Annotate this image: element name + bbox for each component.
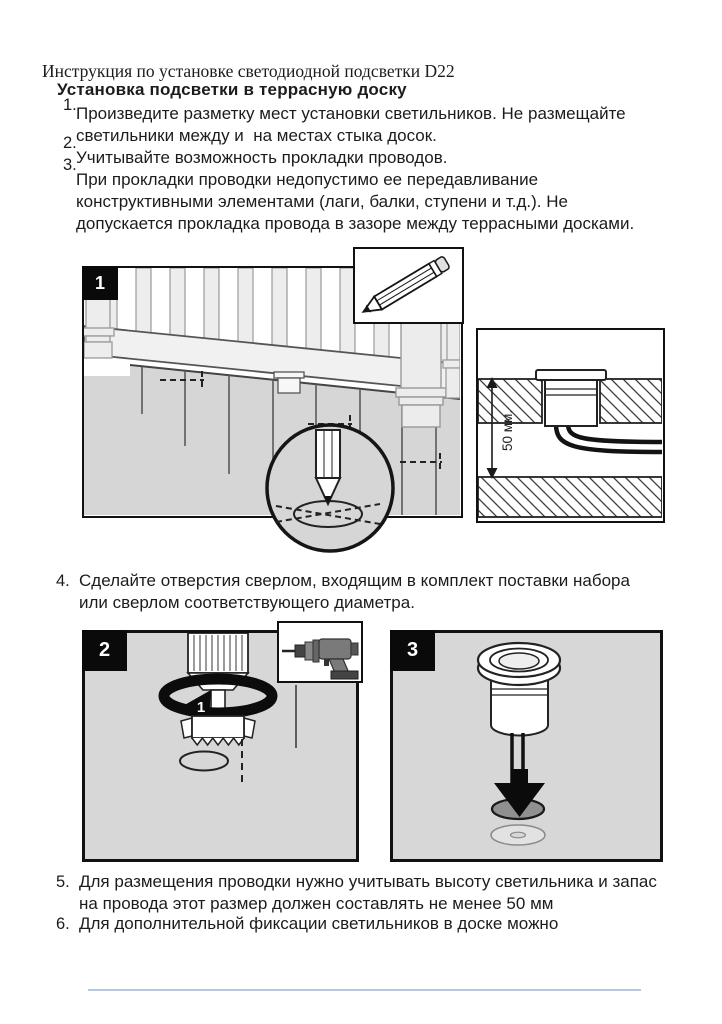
step-number: 5. — [56, 873, 70, 891]
board-cross-section-illustration — [478, 330, 662, 520]
step-number: 4. — [56, 572, 70, 590]
deck-light-icon — [478, 643, 560, 736]
section-heading: Установка подсветки в террасную доску — [57, 80, 407, 99]
step-line: При прокладки проводки недопустимо ее передавливание — [76, 170, 539, 189]
step-number: 1. — [63, 96, 77, 114]
magnifier-circle — [262, 420, 398, 556]
hole-saw-cup — [181, 716, 255, 745]
step-line: или сверлом соответствующего диаметра. — [79, 593, 415, 612]
dimension-label: 50 мм. — [500, 409, 515, 451]
drill-icon — [279, 623, 360, 680]
washer — [491, 825, 545, 845]
pencil-icon — [355, 249, 461, 321]
rotation-step-marker: 1 — [196, 699, 206, 716]
figure-2-label: 2 — [82, 630, 127, 671]
step-number: 6. — [56, 915, 70, 933]
step-line: на провода этот размер должен составлять не менее 50 мм — [79, 894, 554, 913]
step-line: Сделайте отверстия сверлом, входящим в комплект поставки набора — [79, 571, 630, 590]
step-number: 2. — [63, 134, 77, 152]
bottom-board — [478, 477, 662, 517]
recessed-light-icon — [536, 370, 606, 426]
figure-1-label: 1 — [82, 266, 118, 300]
fascia-left — [84, 376, 130, 515]
footer-divider — [88, 989, 641, 991]
step-line: конструктивными элементами (лаги, балки, ступени и т.д.). Не — [76, 192, 568, 211]
cross-section-frame — [476, 328, 665, 523]
top-board-right — [600, 379, 662, 423]
step-line: допускается прокладка провода в зазоре между террасными досками. — [76, 214, 635, 233]
step-line: Для дополнительной фиксации светильников в доске можно — [79, 914, 559, 933]
drill-inset-box — [277, 621, 363, 683]
step-line: Для размещения проводки нужно учитывать высоту светильника и запас — [79, 872, 657, 891]
step-line: Произведите разметку мест установки светильников. Не размещайте — [76, 104, 626, 123]
rail-block — [274, 372, 304, 393]
wires — [556, 424, 662, 452]
step-number: 3. — [63, 156, 77, 174]
figure-3-label: 3 — [390, 630, 435, 671]
step-line: Учитывайте возможность прокладки проводов. — [76, 148, 448, 167]
pencil-inset-box — [353, 247, 464, 324]
page-title: Инструкция по установке светодиодной подсветки D22 — [42, 61, 455, 81]
hole-outline — [180, 752, 228, 771]
step-line: светильники между и на местах стыка досок. — [76, 126, 437, 145]
